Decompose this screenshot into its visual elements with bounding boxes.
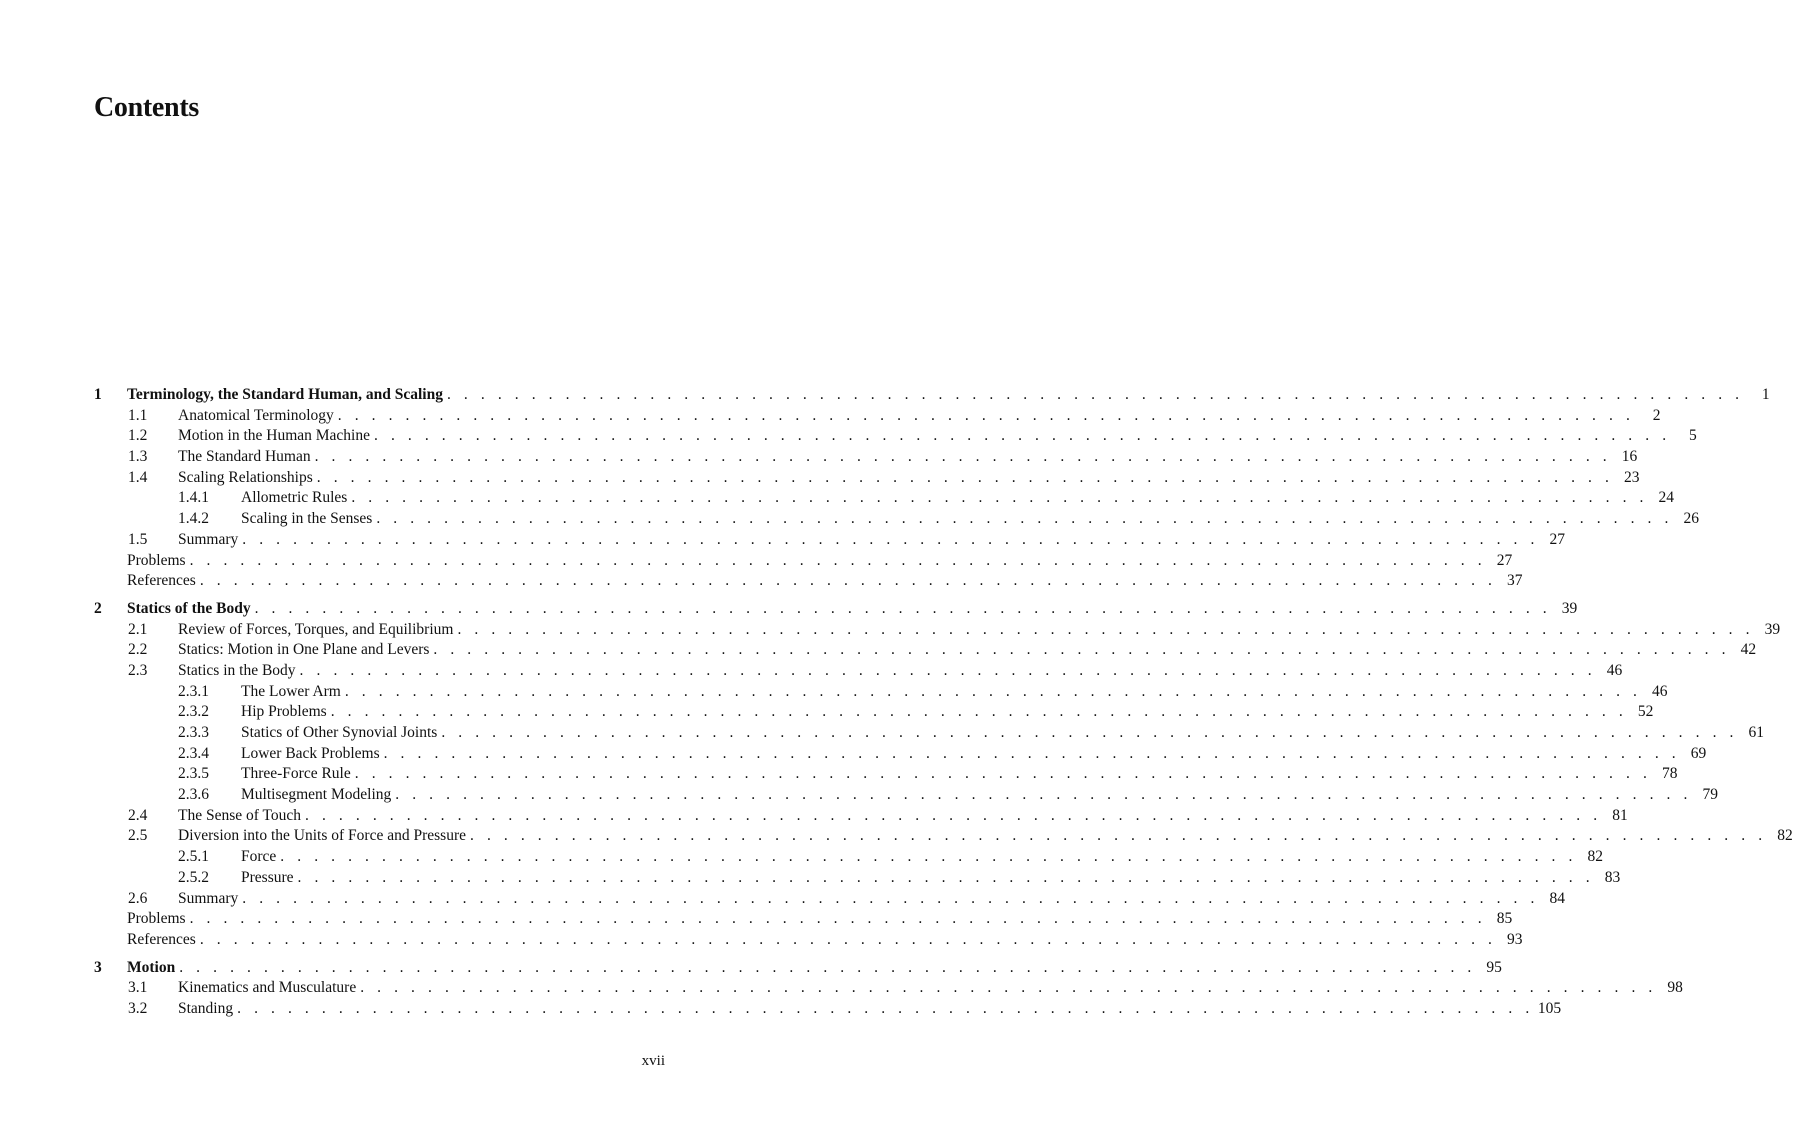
toc-section-entry[interactable] (94, 764, 1678, 785)
toc-entry-page: 27 (1549, 530, 1565, 548)
toc-entry-body (241, 702, 1654, 723)
toc-entry-title: Diversion into the Units of Force and Pressure (178, 827, 466, 845)
toc-section-entry[interactable] (94, 723, 1765, 744)
toc-entry-page: 1 (1761, 386, 1770, 403)
toc-section-entry[interactable] (94, 468, 1640, 489)
toc-dot-leader: . . . . . . . . . . . . . . . . . . . . . . . . . . . . . . . . . . . . . . . . . . . . . . . . . . . . . . . . . . . . . . . . . . . . . . . . . . . . . (470, 827, 1767, 845)
toc-chapter-entry[interactable] (94, 385, 1770, 406)
toc-section-entry[interactable] (94, 978, 1683, 999)
toc-dot-leader: . . . . . . . . . . . . . . . . . . . . . . . . . . . . . . . . . . . . . . . . . . . . . . . . . . . . . . . . . . . . . . . . . . . . . . . . . . . . . (376, 510, 1673, 528)
toc-entry-page: 37 (1507, 572, 1523, 590)
toc-entry-page: 61 (1748, 724, 1765, 741)
toc-section-entry[interactable] (94, 620, 1781, 641)
toc-entry-title: References (127, 572, 196, 590)
toc-entry-title: Standing (178, 999, 234, 1017)
toc-entry-body (178, 661, 1623, 682)
toc-entry-body (127, 571, 1523, 592)
toc-section-entry[interactable] (94, 868, 1621, 889)
toc-entry-body (178, 999, 1562, 1020)
toc-dot-leader: . . . . . . . . . . . . . . . . . . . . . . . . . . . . . . . . . . . . . . . . . . . . . . . . . . . . . . . . . . . . . . . . . . . . . . . . . . . . . (433, 641, 1731, 659)
toc-entry-title: The Sense of Touch (178, 806, 302, 824)
toc-dot-leader: . . . . . . . . . . . . . . . . . . . . . . . . . . . . . . . . . . . . . . . . . . . . . . . . . . . . . . . . . . . . . . . . . . . . . . . . . . . . . (395, 786, 1692, 804)
page-title: Contents (94, 92, 199, 123)
toc-entry-page: 24 (1658, 489, 1675, 507)
toc-entry-body (127, 909, 1513, 930)
chapter-group (94, 385, 1770, 592)
toc-entry-title: Summary (178, 889, 239, 907)
toc-dot-leader: . . . . . . . . . . . . . . . . . . . . . . . . . . . . . . . . . . . . . . . . . . . . . . . . . . . . . . . . . . . . . . . . . . . . . . . . . . . . . (242, 889, 1539, 907)
toc-section-entry[interactable] (94, 661, 1623, 682)
toc-entry-number: 2.2 (128, 641, 148, 659)
chapter-group (94, 958, 1683, 1020)
toc-entry-body (178, 978, 1683, 999)
toc-entry-page: 27 (1496, 551, 1513, 569)
toc-entry-title: Scaling Relationships (178, 468, 313, 486)
toc-entry-page: 93 (1507, 930, 1523, 948)
toc-entry-body (241, 682, 1668, 703)
toc-entry-page: 79 (1702, 786, 1718, 804)
toc-section-entry[interactable] (94, 889, 1565, 910)
toc-entry-body (127, 930, 1523, 951)
toc-dot-leader: . . . . . . . . . . . . . . . . . . . . . . . . . . . . . . . . . . . . . . . . . . . . . . . . . . . . . . . . . . . . . . . . . . . . . . . . . . . . . (344, 682, 1642, 700)
toc-dot-leader: . . . . . . . . . . . . . . . . . . . . . . . . . . . . . . . . . . . . . . . . . . . . . . . . . . . . . . . . . . . . . . . . . . . . . . . . . . . . . (299, 661, 1597, 679)
toc-entry-title: Anatomical Terminology (178, 406, 334, 424)
toc-entry-body (178, 530, 1565, 551)
toc-entry-body (241, 744, 1707, 765)
toc-dot-leader: . . . . . . . . . . . . . . . . . . . . . . . . . . . . . . . . . . . . . . . . . . . . . . . . . . . . . . . . . . . . . . . . . . . . . . . . . . . . . (189, 551, 1487, 569)
toc-entry-body (178, 806, 1628, 827)
toc-entry-number: 2.4 (128, 806, 148, 824)
toc-entry-number: 2.6 (128, 889, 148, 907)
toc-entry-page: 46 (1652, 682, 1668, 700)
toc-entry-body (241, 868, 1621, 889)
toc-entry-number: 2.3.2 (178, 703, 209, 721)
toc-entry-page: 26 (1683, 510, 1699, 528)
toc-entry-number: 1.5 (128, 530, 148, 548)
toc-entry-body (178, 826, 1793, 847)
toc-dot-leader: . . . . . . . . . . . . . . . . . . . . . . . . . . . . . . . . . . . . . . . . . . . . . . . . . . . . . . . . . . . . . . . . . . . . . . . . . . . . . (237, 999, 1534, 1017)
toc-entry-title: Pressure (241, 868, 294, 886)
toc-dot-leader: . . . . . . . . . . . . . . . . . . . . . . . . . . . . . . . . . . . . . . . . . . . . . . . . . . . . . . . . . . . . . . . . . . . . . . . . . . . . . (360, 979, 1657, 997)
toc-entry-title: Allometric Rules (241, 489, 348, 507)
toc-section-entry[interactable] (94, 785, 1718, 806)
toc-entry-title: Statics of the Body (127, 599, 251, 617)
toc-section-entry[interactable] (94, 826, 1793, 847)
toc-entry-body (178, 447, 1638, 468)
toc-dot-leader: . . . . . . . . . . . . . . . . . . . . . . . . . . . . . . . . . . . . . . . . . . . . . . . . . . . . . . . . . . . . . . . . . . . . . . . . . . . . . (189, 910, 1487, 928)
toc-entry-title: Problems (127, 551, 186, 569)
toc-entry-number: 1.1 (128, 406, 148, 424)
toc-entry-title: Scaling in the Senses (241, 510, 373, 528)
toc-entry-page: 42 (1740, 641, 1757, 659)
toc-entry-title: Force (241, 848, 277, 866)
toc-entry-page: 2 (1652, 406, 1661, 424)
toc-entry-title: Multisegment Modeling (241, 786, 392, 804)
toc-section-entry[interactable] (94, 509, 1699, 530)
toc-dot-leader: . . . . . . . . . . . . . . . . . . . . . . . . . . . . . . . . . . . . . . . . . . . . . . . . . . . . . . . . . . . . . . . . . . . . . . . . . . . . . (314, 448, 1612, 466)
toc-entry-number: 2 (94, 599, 102, 617)
toc-backmatter-entry[interactable] (94, 551, 1513, 572)
toc-entry-body (178, 468, 1640, 489)
toc-entry-number: 3.1 (128, 979, 148, 997)
toc-entry-title: Motion in the Human Machine (178, 427, 370, 445)
toc-entry-page: 82 (1777, 827, 1793, 845)
toc-entry-page: 39 (1764, 620, 1781, 638)
toc-entry-number: 2.5 (128, 827, 148, 845)
toc-dot-leader: . . . . . . . . . . . . . . . . . . . . . . . . . . . . . . . . . . . . . . . . . . . . . . . . . . . . . . . . . . . . . . . . . . . . . . . . . . . . . (374, 427, 1671, 445)
toc-entry-body (127, 599, 1578, 620)
toc-dot-leader: . . . . . . . . . . . . . . . . . . . . . . . . . . . . . . . . . . . . . . . . . . . . . . . . . . . . . . . . . . . . . . . . . . . . . . . . . . . . . (457, 620, 1755, 638)
toc-entry-page: 82 (1587, 848, 1603, 866)
toc-entry-body (178, 620, 1781, 641)
toc-entry-body (178, 426, 1697, 447)
toc-dot-leader: . . . . . . . . . . . . . . . . . . . . . . . . . . . . . . . . . . . . . . . . . . . . . . . . . . . . . . . . . . . . . . . . . . . . . . . . . . . . . (354, 765, 1652, 783)
toc-entry-page: 46 (1606, 661, 1623, 679)
toc-section-entry[interactable] (94, 847, 1603, 868)
toc-entry-number: 1 (94, 386, 102, 403)
toc-entry-number: 3.2 (128, 999, 148, 1017)
toc-dot-leader: . . . . . . . . . . . . . . . . . . . . . . . . . . . . . . . . . . . . . . . . . . . . . . . . . . . . . . . . . . . . . . . . . . . . . . . . . . . . . (337, 406, 1635, 424)
toc-entry-page: 16 (1621, 448, 1638, 466)
toc-entry-body (178, 406, 1661, 427)
toc-chapter-entry[interactable] (94, 958, 1502, 979)
toc-entry-body (178, 640, 1757, 661)
toc-dot-leader: . . . . . . . . . . . . . . . . . . . . . . . . . . . . . . . . . . . . . . . . . . . . . . . . . . . . . . . . . . . . . . . . . . . . . . . . . . . . . (297, 868, 1595, 886)
toc-entry-body (127, 551, 1513, 572)
toc-section-entry[interactable] (94, 530, 1565, 551)
toc-entry-page: 85 (1496, 910, 1513, 928)
toc-dot-leader: . . . . . . . . . . . . . . . . . . . . . . . . . . . . . . . . . . . . . . . . . . . . . . . . . . . . . . . . . . . . . . . . . . . . . . . . . . . . . (199, 572, 1497, 590)
chapter-group (94, 599, 1793, 951)
toc-entry-title: Three-Force Rule (241, 765, 351, 783)
toc-entry-title: Terminology, the Standard Human, and Scaling (127, 386, 443, 403)
toc-entry-number: 2.3 (128, 661, 148, 679)
toc-entry-number: 2.5.2 (178, 868, 209, 886)
toc-entry-title: References (127, 930, 196, 948)
toc-entry-body (241, 509, 1699, 530)
toc-entry-number: 2.3.3 (178, 724, 209, 741)
toc-entry-body (241, 785, 1718, 806)
toc-backmatter-entry[interactable] (94, 909, 1513, 930)
toc-dot-leader: . . . . . . . . . . . . . . . . . . . . . . . . . . . . . . . . . . . . . . . . . . . . . . . . . . . . . . . . . . . . . . . . . . . . . . . . . . . . . (242, 530, 1539, 548)
toc-backmatter-entry[interactable] (94, 930, 1523, 951)
toc-section-entry[interactable] (94, 426, 1697, 447)
toc-backmatter-entry[interactable] (94, 571, 1523, 592)
toc-entry-number: 2.1 (128, 620, 148, 638)
toc-section-entry[interactable] (94, 744, 1707, 765)
toc-dot-leader: . . . . . . . . . . . . . . . . . . . . . . . . . . . . . . . . . . . . . . . . . . . . . . . . . . . . . . . . . . . . . . . . . . . . . . . . . . . . . (179, 958, 1476, 976)
toc-section-entry[interactable] (94, 999, 1562, 1020)
toc-entry-title: Kinematics and Musculature (178, 979, 357, 997)
toc-dot-leader: . . . . . . . . . . . . . . . . . . . . . . . . . . . . . . . . . . . . . . . . . . . . . . . . . . . . . . . . . . . . . . . . . . . . . . . . . . . . . (254, 599, 1552, 617)
toc-entry-number: 1.4.2 (178, 510, 209, 528)
toc-section-entry[interactable] (94, 406, 1661, 427)
toc-entry-number: 1.4.1 (178, 489, 209, 507)
toc-entry-page: 81 (1612, 806, 1628, 824)
toc-entry-number: 1.4 (128, 468, 148, 486)
toc-entry-title: Statics: Motion in One Plane and Levers (178, 641, 430, 659)
toc-entry-body (127, 958, 1502, 979)
toc-dot-leader: . . . . . . . . . . . . . . . . . . . . . . . . . . . . . . . . . . . . . . . . . . . . . . . . . . . . . . . . . . . . . . . . . . . . . . . . . . . . . (316, 468, 1614, 486)
toc-dot-leader: . . . . . . . . . . . . . . . . . . . . . . . . . . . . . . . . . . . . . . . . . . . . . . . . . . . . . . . . . . . . . . . . . . . . . . . . . . . . . (199, 930, 1497, 948)
toc-entry-title: Problems (127, 910, 186, 928)
toc-entry-body (241, 847, 1603, 868)
toc-entry-title: Statics of Other Synovial Joints (241, 724, 438, 741)
toc-entry-title: Hip Problems (241, 703, 327, 721)
toc-dot-leader: . . . . . . . . . . . . . . . . . . . . . . . . . . . . . . . . . . . . . . . . . . . . . . . . . . . . . . . . . . . . . . . . . . . . . . . . . . . . . (351, 489, 1649, 507)
toc-entry-page: 5 (1688, 427, 1697, 445)
toc-entry-page: 39 (1561, 599, 1578, 617)
toc-entry-page: 95 (1486, 958, 1502, 976)
toc-entry-title: Motion (127, 958, 176, 976)
toc-entry-number: 1.3 (128, 448, 148, 466)
toc-section-entry[interactable] (94, 702, 1654, 723)
toc-entry-page: 84 (1549, 889, 1565, 907)
toc-entry-body (178, 889, 1565, 910)
toc-entry-number: 2.3.1 (178, 682, 209, 700)
toc-entry-page: 78 (1661, 765, 1678, 783)
toc-entry-body (241, 488, 1675, 509)
toc-entry-number: 1.2 (128, 427, 148, 445)
toc-entry-title: Review of Forces, Torques, and Equilibrium (178, 620, 454, 638)
toc-entry-page: 69 (1690, 744, 1707, 762)
toc-section-entry[interactable] (94, 640, 1757, 661)
toc-dot-leader: . . . . . . . . . . . . . . . . . . . . . . . . . . . . . . . . . . . . . . . . . . . . . . . . . . . . . . . . . . . . . . . . . . . . . . . . . . . . . (305, 806, 1602, 824)
toc-entry-page: 105 (1537, 999, 1562, 1017)
toc-entry-title: Lower Back Problems (241, 744, 380, 762)
toc-entry-number: 2.3.5 (178, 765, 209, 783)
toc-entry-page: 98 (1667, 979, 1683, 997)
toc-section-entry[interactable] (94, 806, 1628, 827)
toc-entry-title: Statics in the Body (178, 661, 296, 679)
toc-entry-body (241, 723, 1765, 744)
toc-dot-leader: . . . . . . . . . . . . . . . . . . . . . . . . . . . . . . . . . . . . . . . . . . . . . . . . . . . . . . . . . . . . . . . . . . . . . . . . . . . . . (441, 724, 1739, 741)
toc-entry-title: The Standard Human (178, 448, 311, 466)
toc-section-entry[interactable] (94, 682, 1668, 703)
toc-entry-body (241, 764, 1678, 785)
toc-entry-number: 2.3.6 (178, 786, 209, 804)
toc-entry-number: 3 (94, 958, 102, 976)
toc-entry-page: 52 (1637, 703, 1654, 721)
toc-section-entry[interactable] (94, 447, 1638, 468)
toc-entry-number: 2.3.4 (178, 744, 209, 762)
toc-chapter-entry[interactable] (94, 599, 1578, 620)
toc-dot-leader: . . . . . . . . . . . . . . . . . . . . . . . . . . . . . . . . . . . . . . . . . . . . . . . . . . . . . . . . . . . . . . . . . . . . . . . . . . . . . (383, 744, 1681, 762)
toc-entry-number: 2.5.1 (178, 848, 209, 866)
toc-entry-title: The Lower Arm (241, 682, 341, 700)
toc-entry-body (127, 385, 1770, 406)
toc-dot-leader: . . . . . . . . . . . . . . . . . . . . . . . . . . . . . . . . . . . . . . . . . . . . . . . . . . . . . . . . . . . . . . . . . . . . . . . . . . . . . (446, 386, 1744, 403)
toc-entry-title: Summary (178, 530, 239, 548)
page-number: xvii (641, 1053, 665, 1069)
toc-dot-leader: . . . . . . . . . . . . . . . . . . . . . . . . . . . . . . . . . . . . . . . . . . . . . . . . . . . . . . . . . . . . . . . . . . . . . . . . . . . . . (280, 848, 1577, 866)
toc-section-entry[interactable] (94, 488, 1675, 509)
table-of-contents (94, 385, 1793, 1027)
toc-entry-page: 83 (1604, 868, 1621, 886)
toc-entry-page: 23 (1623, 468, 1640, 486)
toc-dot-leader: . . . . . . . . . . . . . . . . . . . . . . . . . . . . . . . . . . . . . . . . . . . . . . . . . . . . . . . . . . . . . . . . . . . . . . . . . . . . . (330, 703, 1628, 721)
